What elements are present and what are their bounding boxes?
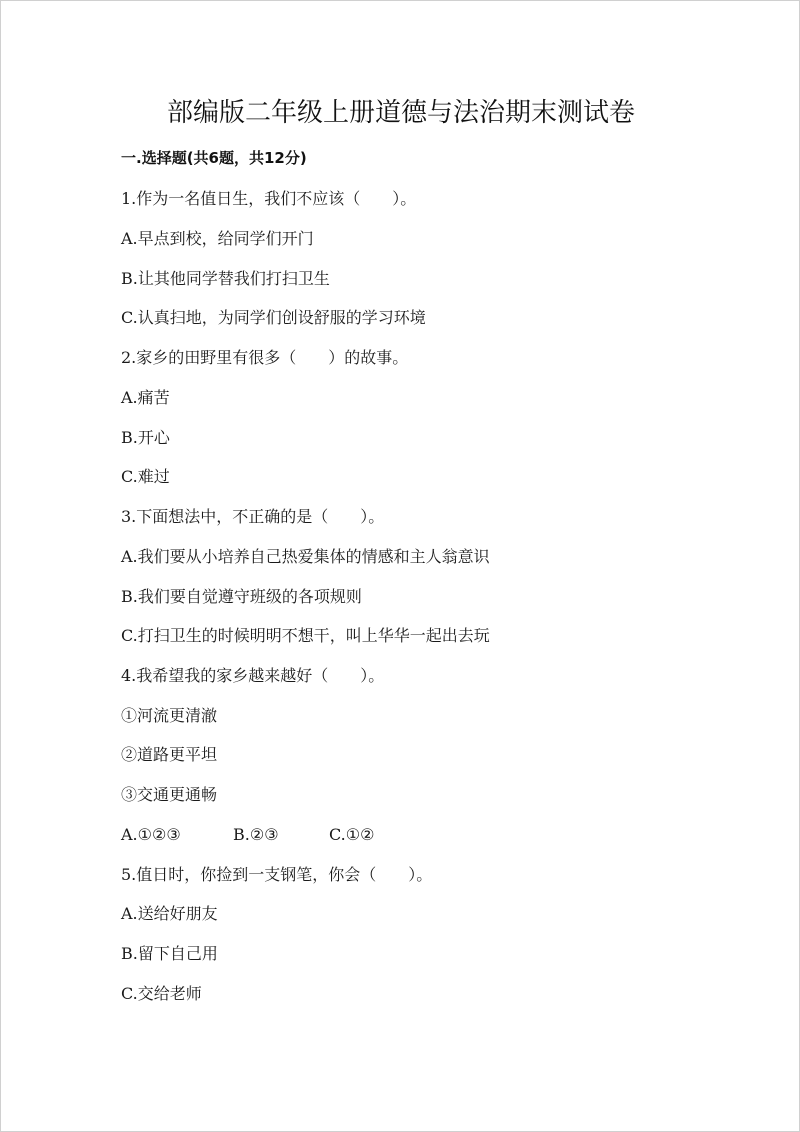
- question-5-option-b: B.留下自己用: [121, 944, 218, 963]
- question-5-option-c: C.交给老师: [121, 984, 202, 1003]
- question-4-item-2: ②道路更平坦: [121, 745, 218, 764]
- question-4-option-b: B.②③: [233, 825, 279, 844]
- question-4-stem: 4.我希望我的家乡越来越好（ ）。: [121, 666, 385, 685]
- question-2-option-c: C.难过: [121, 467, 170, 486]
- document-title: 部编版二年级上册道德与法治期末测试卷: [166, 98, 635, 128]
- question-5-stem: 5.值日时，你捡到一支钢笔，你会（ ）。: [121, 865, 433, 884]
- question-3-option-c: C.打扫卫生的时候明明不想干，叫上华华一起出去玩: [121, 626, 490, 645]
- question-4-item-1: ①河流更清澈: [121, 706, 218, 725]
- question-2-option-a: A.痛苦: [121, 388, 170, 407]
- question-2-stem: 2.家乡的田野里有很多（ ）的故事。: [121, 348, 409, 367]
- question-4-option-a: A.①②③: [121, 825, 181, 844]
- question-1-option-a: A.早点到校，给同学们开门: [121, 229, 314, 248]
- question-2-option-b: B.开心: [121, 428, 170, 447]
- section-heading: 一.选择题(共6题，共12分): [121, 149, 307, 167]
- question-4-options-row: [121, 823, 374, 847]
- question-1-stem: 1.作为一名值日生，我们不应该（ ）。: [121, 189, 417, 208]
- question-1-option-b: B.让其他同学替我们打扫卫生: [121, 269, 330, 288]
- question-1-option-c: C.认真扫地，为同学们创设舒服的学习环境: [121, 308, 426, 327]
- question-4-option-c: C.①②: [329, 825, 375, 844]
- question-3-option-b: B.我们要自觉遵守班级的各项规则: [121, 587, 362, 606]
- question-4-item-3: ③交通更通畅: [121, 785, 218, 804]
- question-3-option-a: A.我们要从小培养自己热爱集体的情感和主人翁意识: [121, 547, 490, 566]
- question-3-stem: 3.下面想法中，不正确的是（ ）。: [121, 507, 385, 526]
- question-5-option-a: A.送给好朋友: [121, 904, 218, 923]
